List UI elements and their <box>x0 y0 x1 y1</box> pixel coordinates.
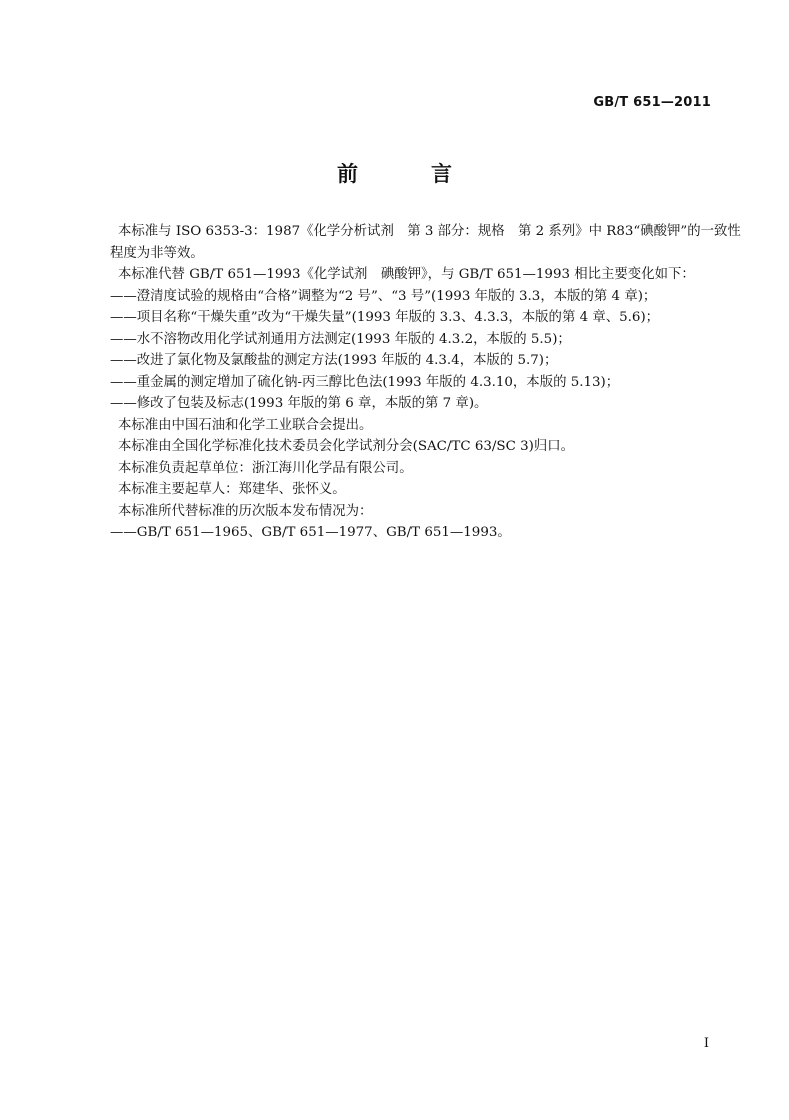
foreword-body <box>110 221 741 544</box>
paragraph-scope-continued: 程度为非等效。 <box>110 245 204 261</box>
page-title: 前 言 <box>337 162 478 186</box>
paragraph-drafting-unit: 本标准负责起草单位：浙江海川化学品有限公司。 <box>118 460 413 476</box>
change-item-chloride: ——改进了氯化物及氯酸盐的测定方法(1993 年版的 4.3.4，本版的 5.7)； <box>110 353 558 368</box>
paragraph-replaces: 本标准代替 GB/T 651—1993《化学试剂 碘酸钾》，与 GB/T 651—1993 相比主要变化如下： <box>118 267 695 282</box>
history-item-versions: ——GB/T 651—1965、GB/T 651—1977、GB/T 651—1993。 <box>110 525 511 540</box>
page-number: I <box>703 1036 709 1051</box>
change-item-packaging: ——修改了包装及标志(1993 年版的第 6 章，本版的第 7 章)。 <box>110 396 488 411</box>
standard-code: GB/T 651—2011 <box>593 95 711 110</box>
paragraph-drafters: 本标准主要起草人：郑建华、张怀义。 <box>118 482 346 497</box>
paragraph-centralized-by: 本标准由全国化学标准化技术委员会化学试剂分会(SAC/TC 63/SC 3)归口。 <box>118 439 574 454</box>
paragraph-history-intro: 本标准所代替标准的历次版本发布情况为： <box>118 503 373 519</box>
change-item-heavy-metals: ——重金属的测定增加了硫化钠-丙三醇比色法(1993 年版的 4.3.10，本版的 5.13)； <box>110 374 620 390</box>
change-item-drying-loss: ——项目名称“干燥失重”改为“干燥失量”(1993 年版的 3.3、4.3.3，本版的第 4 章、5.6)； <box>110 310 660 325</box>
paragraph-proposed-by: 本标准由中国石油和化学工业联合会提出。 <box>118 417 373 433</box>
change-item-clarity: ——澄清度试验的规格由“合格”调整为“2 号”、“3 号”(1993 年版的 3.3，本版的第 4 章)； <box>110 288 657 304</box>
change-item-water-insoluble: ——水不溶物改用化学试剂通用方法测定(1993 年版的 4.3.2，本版的 5.5)； <box>110 331 571 347</box>
paragraph-scope: 本标准与 ISO 6353-3：1987《化学分析试剂 第 3 部分：规格 第 2 系列》中 R83“碘酸钾”的一致性 <box>118 224 741 239</box>
